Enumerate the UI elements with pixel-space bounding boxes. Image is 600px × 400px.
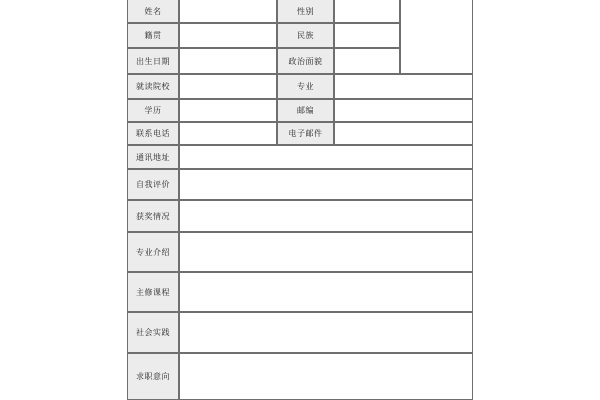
field-self-evaluation[interactable] [179, 169, 473, 200]
label-ethnicity: 民族 [277, 23, 334, 48]
label-major: 专业 [277, 74, 334, 99]
field-phone[interactable] [179, 122, 277, 145]
field-ethnicity[interactable] [334, 23, 400, 48]
photo-box[interactable] [400, 0, 473, 74]
label-birth-date: 出生日期 [127, 48, 179, 74]
label-main-courses: 主修课程 [127, 272, 179, 312]
field-main-courses[interactable] [179, 272, 473, 312]
label-political-status: 政治面貌 [277, 48, 334, 74]
field-major[interactable] [334, 74, 473, 99]
field-native-place[interactable] [179, 23, 277, 48]
label-phone: 联系电话 [127, 122, 179, 145]
label-education: 学历 [127, 99, 179, 122]
field-name[interactable] [179, 0, 277, 23]
label-awards: 获奖情况 [127, 200, 179, 232]
label-name: 姓名 [127, 0, 179, 23]
label-self-evaluation: 自我评价 [127, 169, 179, 200]
label-gender: 性别 [277, 0, 334, 23]
field-awards[interactable] [179, 200, 473, 232]
label-native-place: 籍贯 [127, 23, 179, 48]
field-political-status[interactable] [334, 48, 400, 74]
label-school: 就读院校 [127, 74, 179, 99]
field-birth-date[interactable] [179, 48, 277, 74]
label-job-objective: 求职意向 [127, 353, 179, 400]
field-postal-code[interactable] [334, 99, 473, 122]
field-major-intro[interactable] [179, 232, 473, 272]
label-social-practice: 社会实践 [127, 312, 179, 353]
label-email: 电子邮件 [277, 122, 334, 145]
field-email[interactable] [334, 122, 473, 145]
field-education[interactable] [179, 99, 277, 122]
label-major-intro: 专业介绍 [127, 232, 179, 272]
field-social-practice[interactable] [179, 312, 473, 353]
label-postal-code: 邮编 [277, 99, 334, 122]
field-gender[interactable] [334, 0, 400, 23]
field-school[interactable] [179, 74, 277, 99]
label-address: 通讯地址 [127, 145, 179, 169]
field-job-objective[interactable] [179, 353, 473, 400]
field-address[interactable] [179, 145, 473, 169]
